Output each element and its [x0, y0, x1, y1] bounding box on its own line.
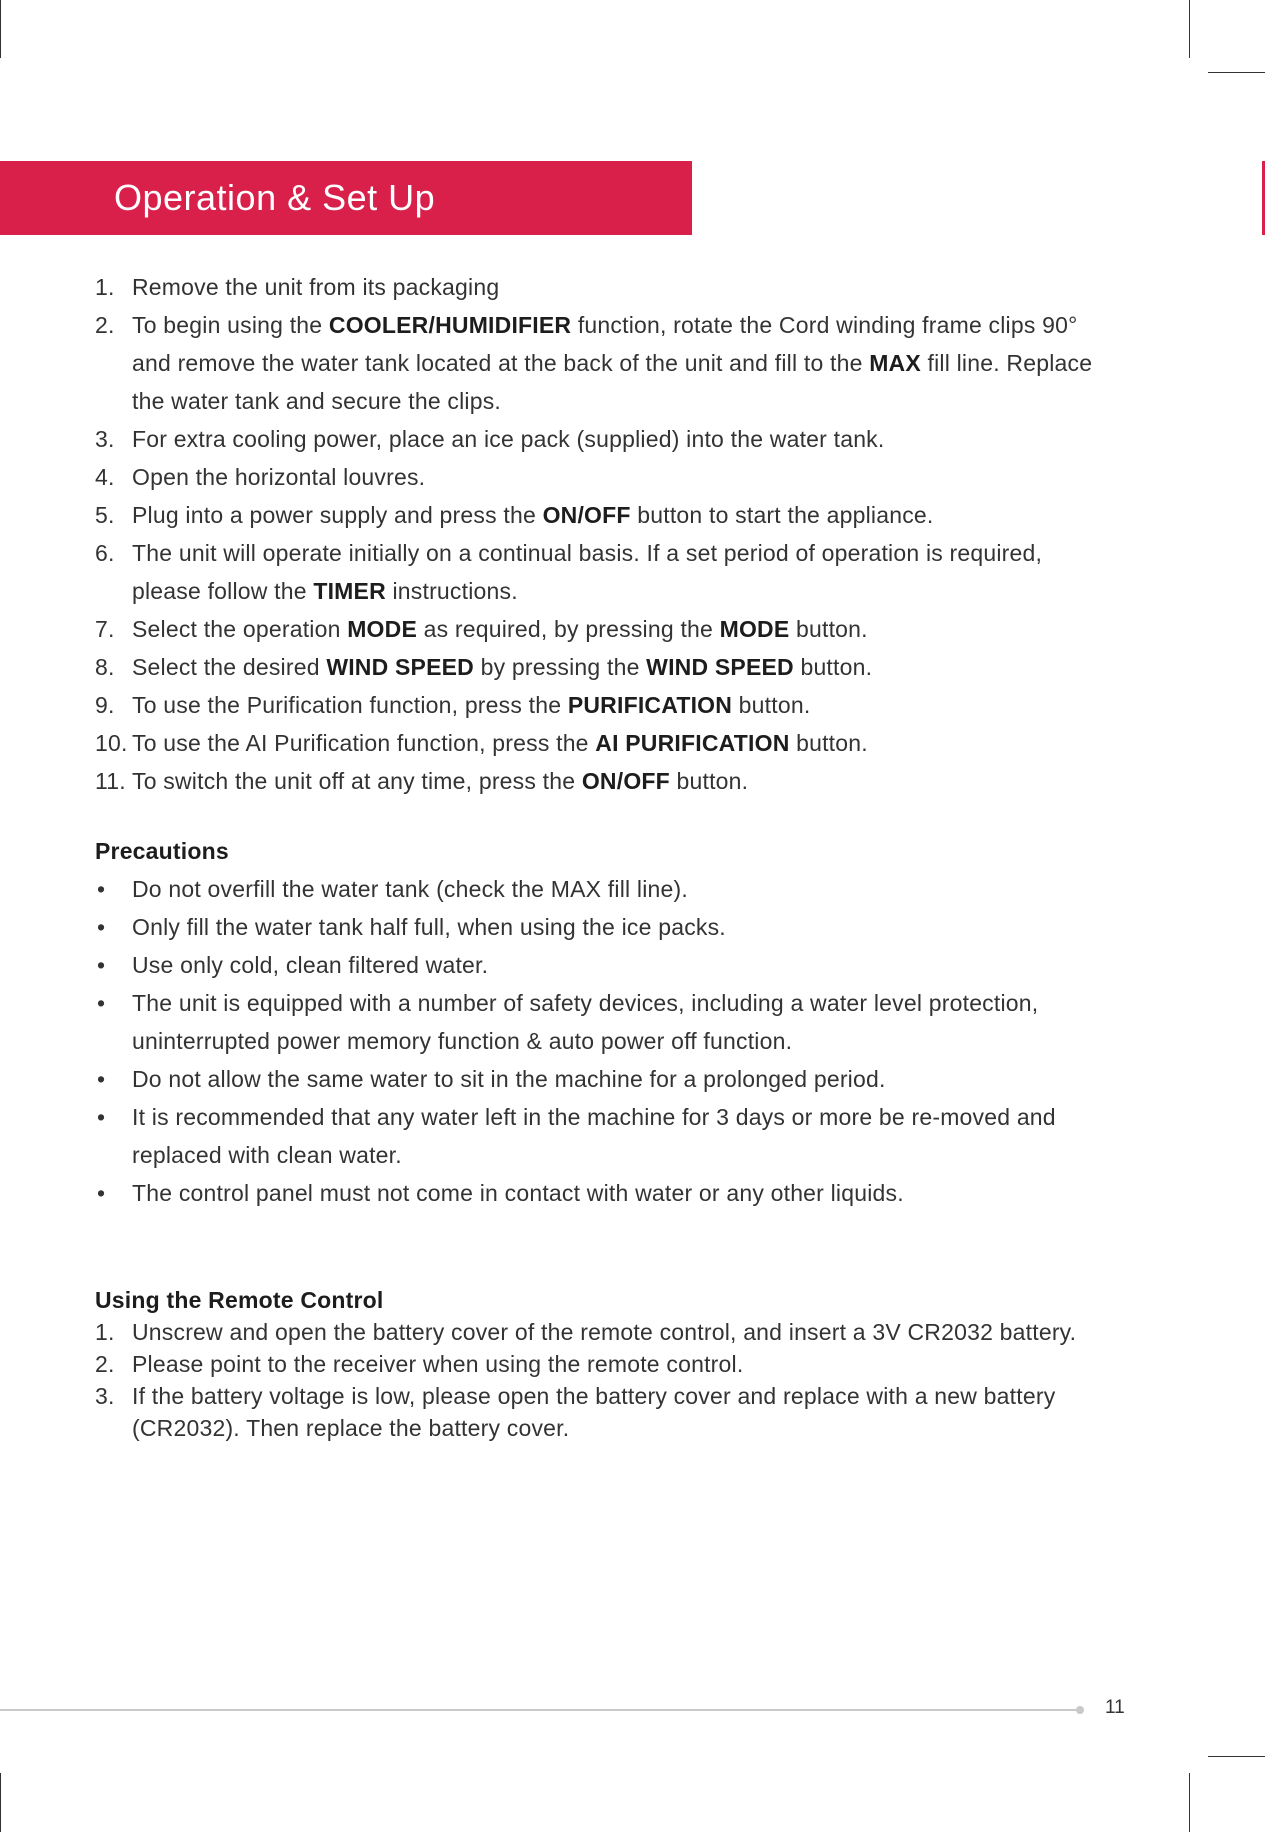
precaution-text: Do not overfill the water tank (check the MAX fill line).: [132, 876, 688, 902]
step-keyword: ON/OFF: [581, 768, 670, 794]
step-text: function, rotate the Cord winding frame clips 90° and remove the water tank located at the back of the unit and fill to the: [132, 312, 1078, 376]
precaution-text: It is recommended that any water left in the machine for 3 days or more be re-moved and replaced with clean water.: [132, 1104, 1056, 1168]
step-number: 1.: [95, 274, 115, 300]
step-number: 3.: [95, 1383, 115, 1409]
step-text: as required, by pressing the: [417, 616, 720, 642]
step-text: The unit will operate initially on a continual basis. If a set period of operation is required, please follow the: [132, 540, 1043, 604]
step-text: To use the Purification function, press the: [132, 692, 568, 718]
step-number: 9.: [95, 692, 115, 718]
remote-step-text: Please point to the receiver when using the remote control.: [132, 1351, 744, 1377]
bullet-icon: •: [97, 914, 106, 940]
step-text: To begin using the: [132, 312, 329, 338]
step-keyword: TIMER: [313, 578, 386, 604]
setup-step: [95, 268, 1095, 306]
step-text: For extra cooling power, place an ice pack (supplied) into the water tank.: [132, 426, 885, 452]
step-text: To use the AI Purification function, press the: [132, 730, 596, 756]
step-text: To switch the unit off at any time, press the: [132, 768, 582, 794]
precaution-item: [95, 984, 1095, 1060]
setup-step: [95, 648, 1095, 686]
remote-step: [95, 1348, 1095, 1380]
bullet-icon: •: [97, 1104, 106, 1130]
precautions-list: [95, 870, 1095, 1212]
remote-step-text: Unscrew and open the battery cover of the remote control, and insert a 3V CR2032 battery.: [132, 1319, 1077, 1345]
crop-mark: [1189, 0, 1190, 58]
main-content: [95, 268, 1095, 1444]
step-text: instructions.: [385, 578, 518, 604]
step-keyword: PURIFICATION: [567, 692, 733, 718]
setup-step: [95, 306, 1095, 420]
precaution-text: The control panel must not come in contact with water or any other liquids.: [132, 1180, 904, 1206]
step-keyword: WIND SPEED: [646, 654, 794, 680]
footer-rule: [0, 1709, 1078, 1711]
bullet-icon: •: [97, 876, 106, 902]
step-text: button.: [789, 730, 868, 756]
step-number: 5.: [95, 502, 115, 528]
step-number: 6.: [95, 540, 115, 566]
precaution-item: [95, 1174, 1095, 1212]
crop-mark: [1208, 1756, 1265, 1757]
precaution-text: Do not allow the same water to sit in the machine for a prolonged period.: [132, 1066, 886, 1092]
crop-mark: [1208, 72, 1265, 73]
step-keyword: MODE: [719, 616, 790, 642]
precaution-text: The unit is equipped with a number of safety devices, including a water level protection, uninterrupted power memory function & auto power off function.: [132, 990, 1039, 1054]
precaution-item: [95, 870, 1095, 908]
step-number: 2.: [95, 1351, 115, 1377]
footer-dot: [1076, 1706, 1084, 1714]
setup-steps-list: [95, 268, 1095, 800]
precaution-item: [95, 1098, 1095, 1174]
setup-step: [95, 534, 1095, 610]
setup-step: [95, 420, 1095, 458]
bullet-icon: •: [97, 952, 106, 978]
setup-step: [95, 496, 1095, 534]
step-text: Select the desired: [132, 654, 327, 680]
step-number: 10.: [95, 730, 128, 756]
step-keyword: WIND SPEED: [326, 654, 474, 680]
section-banner: [0, 161, 692, 235]
bullet-icon: •: [97, 990, 106, 1016]
crop-mark: [0, 0, 1, 58]
precaution-text: Use only cold, clean filtered water.: [132, 952, 489, 978]
step-number: 4.: [95, 464, 115, 490]
step-text: button.: [789, 616, 868, 642]
step-keyword: ON/OFF: [542, 502, 631, 528]
precaution-text: Only fill the water tank half full, when using the ice packs.: [132, 914, 726, 940]
page-title: Operation & Set Up: [114, 177, 436, 218]
setup-step: [95, 610, 1095, 648]
precautions-heading: Precautions: [95, 838, 229, 864]
step-text: Open the horizontal louvres.: [132, 464, 426, 490]
step-keyword: MAX: [869, 350, 921, 376]
step-keyword: COOLER/HUMIDIFIER: [328, 312, 572, 338]
crop-mark: [1189, 1773, 1190, 1832]
precaution-item: [95, 946, 1095, 984]
step-text: Plug into a power supply and press the: [132, 502, 543, 528]
bullet-icon: •: [97, 1180, 106, 1206]
step-text: Select the operation: [132, 616, 348, 642]
step-number: 7.: [95, 616, 115, 642]
remote-step: [95, 1316, 1095, 1348]
setup-step: [95, 458, 1095, 496]
precaution-item: [95, 1060, 1095, 1098]
bullet-icon: •: [97, 1066, 106, 1092]
precaution-item: [95, 908, 1095, 946]
step-text: button.: [732, 692, 811, 718]
setup-step: [95, 724, 1095, 762]
step-text: fill line. Replace the water tank and secure the clips.: [132, 350, 1093, 414]
step-number: 1.: [95, 1319, 115, 1345]
step-number: 2.: [95, 312, 115, 338]
setup-step: [95, 762, 1095, 800]
step-text: Remove the unit from its packaging: [132, 274, 500, 300]
remote-control-heading: Using the Remote Control: [95, 1287, 384, 1313]
remote-control-steps-list: [95, 1316, 1095, 1444]
step-text: by pressing the: [474, 654, 647, 680]
step-text: button.: [793, 654, 873, 680]
step-number: 3.: [95, 426, 115, 452]
step-keyword: MODE: [347, 616, 417, 642]
step-keyword: AI PURIFICATION: [595, 730, 790, 756]
crop-mark: [0, 1773, 1, 1832]
remote-step: [95, 1380, 1095, 1444]
step-text: button.: [669, 768, 749, 794]
step-number: 8.: [95, 654, 115, 680]
page-number: 11: [1105, 1697, 1125, 1718]
step-text: button to start the appliance.: [630, 502, 934, 528]
step-number: 11.: [95, 768, 126, 794]
remote-step-text: If the battery voltage is low, please open the battery cover and replace with a new battery (CR2032). Then replace the battery cover.: [132, 1383, 1056, 1441]
setup-step: [95, 686, 1095, 724]
